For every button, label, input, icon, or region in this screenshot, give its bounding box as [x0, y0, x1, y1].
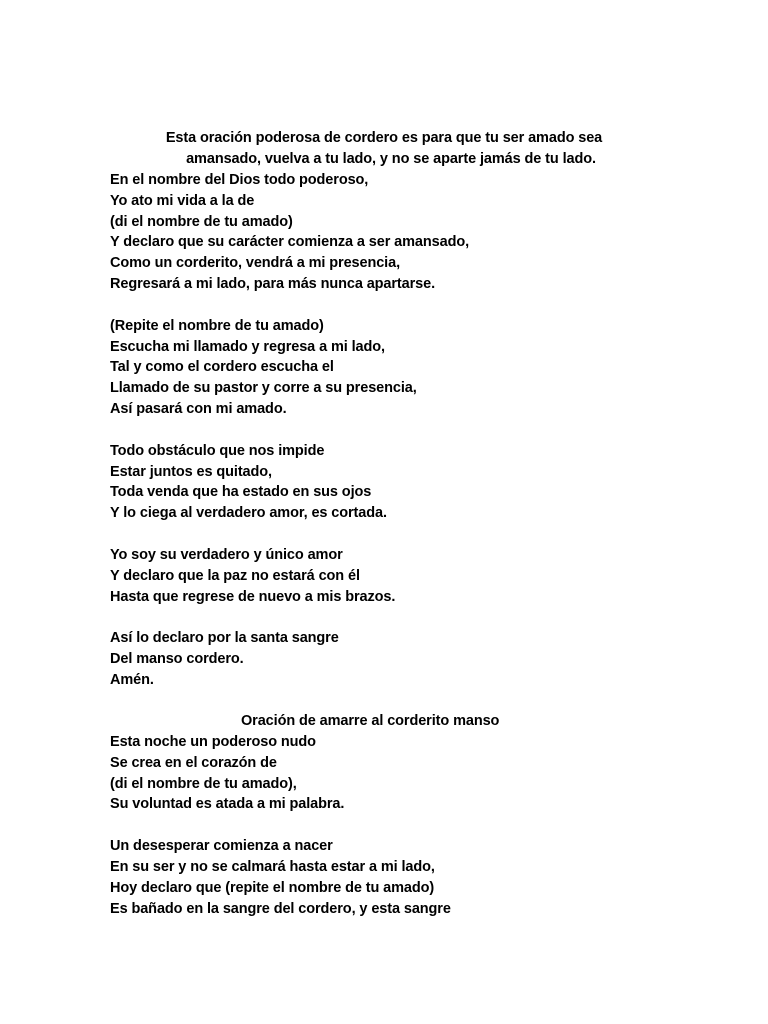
stanza-line: Se crea en el corazón de [110, 755, 277, 771]
stanza-line: Y declaro que la paz no estará con él [110, 568, 360, 584]
stanza-line: Esta noche un poderoso nudo [110, 734, 316, 750]
stanza-line: Toda venda que ha estado en sus ojos [110, 484, 372, 500]
stanza-line: Llamado de su pastor y corre a su presencia, [110, 380, 417, 396]
stanza-line: Todo obstáculo que nos impide [110, 443, 325, 459]
stanza-line: Su voluntad es atada a mi palabra. [110, 796, 345, 812]
stanza-line: Yo ato mi vida a la de [110, 193, 255, 209]
stanza-line: En su ser y no se calmará hasta estar a mi lado, [110, 859, 435, 875]
section-title: Oración de amarre al corderito manso [241, 713, 500, 729]
stanza-line: Regresará a mi lado, para más nunca apartarse. [110, 276, 436, 292]
stanza-line: Así pasará con mi amado. [110, 401, 287, 417]
stanza-line: (di el nombre de tu amado) [110, 214, 293, 230]
stanza-line: Y declaro que su carácter comienza a ser amansado, [110, 234, 470, 250]
stanza-line: Estar juntos es quitado, [110, 464, 272, 480]
intro-line: Esta oración poderosa de cordero es para que tu ser amado sea [165, 130, 603, 146]
stanza-line: Yo soy su verdadero y único amor [110, 547, 343, 563]
stanza-line: Es bañado en la sangre del cordero, y esta sangre [110, 901, 451, 917]
stanza-line: Tal y como el cordero escucha el [110, 359, 334, 375]
intro-line: amansado, vuelva a tu lado, y no se aparte jamás de tu lado. [186, 151, 596, 167]
stanza-line: Del manso cordero. [110, 651, 244, 667]
stanza-line: Así lo declaro por la santa sangre [110, 630, 339, 646]
stanza-line: (di el nombre de tu amado), [110, 776, 297, 792]
stanza-line: Hoy declaro que (repite el nombre de tu amado) [110, 880, 435, 896]
stanza-line: (Repite el nombre de tu amado) [110, 318, 324, 334]
stanza-line: Amén. [110, 672, 154, 688]
stanza-line: Un desesperar comienza a nacer [110, 838, 333, 854]
stanza-line: Hasta que regrese de nuevo a mis brazos. [110, 589, 396, 605]
stanza-line: Y lo ciega al verdadero amor, es cortada. [110, 505, 387, 521]
stanza-line: Escucha mi llamado y regresa a mi lado, [110, 339, 385, 355]
stanza-line: En el nombre del Dios todo poderoso, [110, 172, 369, 188]
stanza-line: Como un corderito, vendrá a mi presencia, [110, 255, 401, 271]
